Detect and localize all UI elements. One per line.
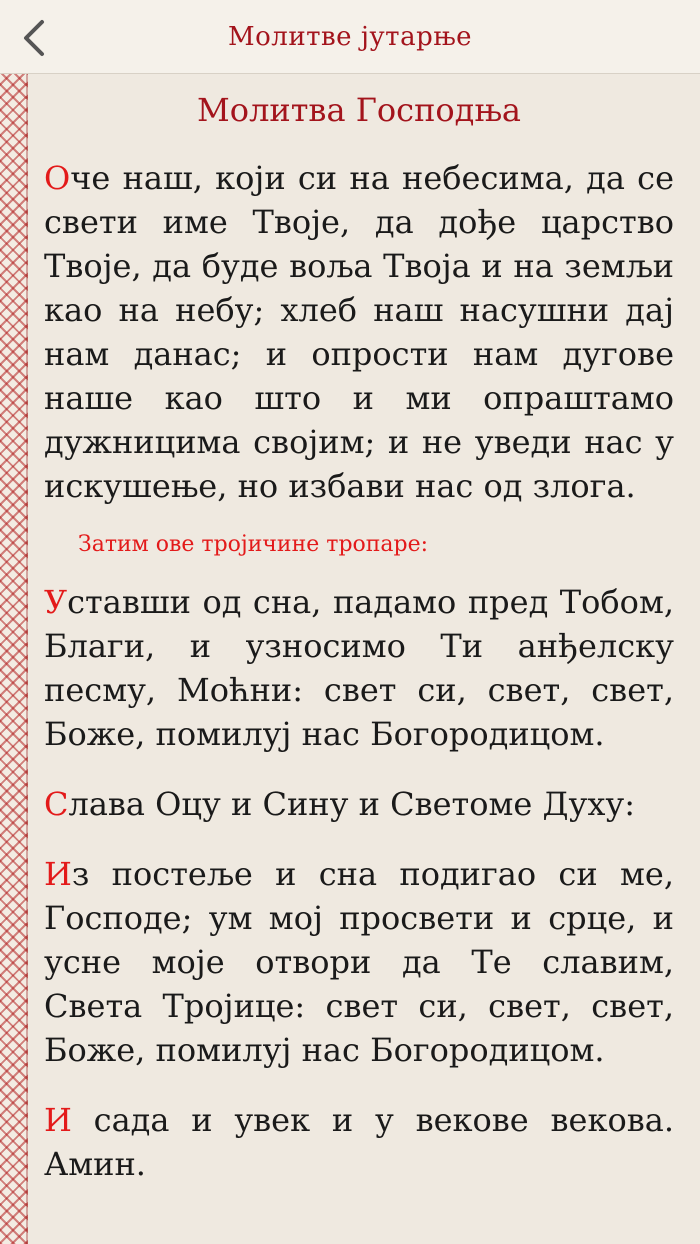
drop-cap: О xyxy=(44,159,71,197)
drop-cap: С xyxy=(44,785,69,823)
prayer-heading: Молитва Господња xyxy=(197,91,521,129)
rubric-text: Затим ове тројичине тропаре: xyxy=(78,532,429,557)
back-button[interactable] xyxy=(12,14,56,62)
paragraph-text: че наш, који си на небесима, да се свети име Твоје, да дође царство Твоје, да буде воља Твоја и на земљи као на небу; хлеб наш насушни дај нам данас; и опрости нам дугове наше као што и ми опраштамо дужницима својим; и не уведи нас у искушење, но избави нас од злога. xyxy=(44,159,674,505)
paragraph-text: сада и увек и у векове векова. Амин. xyxy=(44,1101,674,1183)
paragraph-text: лава Оцу и Сину и Светоме Духу: xyxy=(68,785,636,823)
prayer-paragraph xyxy=(44,852,674,1072)
prayer-paragraph xyxy=(44,782,674,826)
prayer-paragraph xyxy=(44,580,674,756)
navigation-bar xyxy=(0,0,700,74)
paragraph-text: з постеље и сна подигао си ме, Господе; ум мој просвети и срце, и усне моје отвори да Те славим, Света Тројице: свет си, свет, свет, Боже, помилуј нас Богородицом. xyxy=(44,855,674,1069)
prayer-paragraph xyxy=(44,156,674,508)
ornament-border xyxy=(0,74,28,1244)
page-title: Молитве јутарње xyxy=(228,22,472,52)
drop-cap: И xyxy=(44,1101,72,1139)
chevron-left-icon xyxy=(21,18,47,58)
drop-cap: У xyxy=(44,583,68,621)
drop-cap: И xyxy=(44,855,72,893)
paragraph-text: ставши од сна, падамо пред Тобом, Благи, и узносимо Ти анђелску песму, Моћни: свет си, свет, свет, Боже, помилуј нас Богородицом. xyxy=(44,583,674,753)
prayer-content[interactable] xyxy=(44,86,674,1186)
prayer-paragraph xyxy=(44,1098,674,1186)
